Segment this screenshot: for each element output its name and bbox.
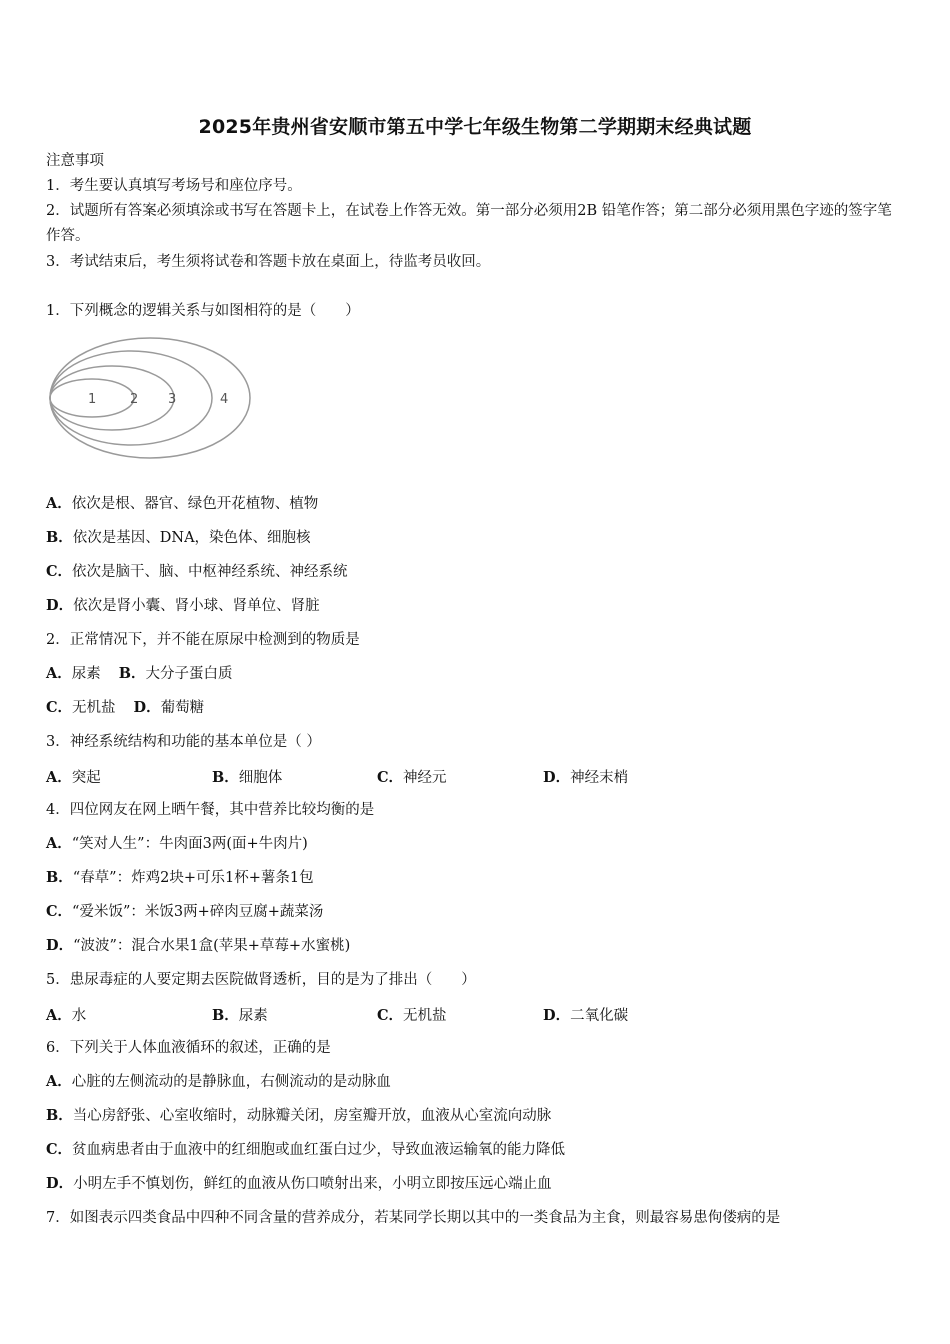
label-3: 3 [168,392,177,407]
option-text: 依次是肾小囊、肾小球、肾单位、肾脏 [73,598,320,614]
option-text: 无机盐 [403,1008,447,1024]
option-letter: D． [46,597,74,614]
q2-options-row-2 [46,698,204,718]
option-text: 神经元 [403,770,447,786]
option-text: 依次是根、器官、绿色开花植物、植物 [71,496,319,512]
q6-option-a [46,1072,391,1092]
option-text: 神经末梢 [570,770,629,786]
q5-option-b [212,1004,268,1025]
notice-heading: 注意事项 [46,153,104,169]
q1-option-d [46,596,320,616]
option-letter: C． [46,1141,73,1158]
option-letter: B． [46,1107,73,1124]
q3-option-c [377,766,447,787]
q7-stem: 7．如图表示四类食品中四种不同含量的营养成分，若某同学长期以其中的一类食品为主食，则最容易患佝偻病的是 [46,1210,781,1226]
q1-option-b [46,528,311,548]
option-text: “波波”：混合水果1盒(苹果+草莓+水蜜桃) [73,938,351,954]
label-4: 4 [220,392,229,407]
q1-option-a [46,494,318,514]
q6-option-b [46,1106,551,1126]
option-text: 贫血病患者由于血液中的红细胞或血红蛋白过少，导致血液运输氧的能力降低 [72,1142,566,1158]
q2-options-row-1 [46,664,233,684]
option-letter: A． [46,495,72,512]
option-text: 水 [71,1008,87,1024]
q4-option-c [46,902,323,922]
option-letter: C． [46,903,73,920]
q2-stem: 2．正常情况下，并不能在原尿中检测到的物质是 [46,632,360,648]
q4-stem: 4．四位网友在网上晒午餐，其中营养比较均衡的是 [46,802,375,818]
q1-stem: 1．下列概念的逻辑关系与如图相符的是（ ） [46,303,360,319]
q6-stem: 6．下列关于人体血液循环的叙述，正确的是 [46,1040,331,1056]
label-1: 1 [88,392,97,407]
option-text: 依次是基因、DNA，染色体、细胞核 [72,530,311,546]
q1-option-c [46,562,348,582]
q3-option-a [46,766,101,787]
option-text: 心脏的左侧流动的是静脉血，右侧流动的是动脉血 [71,1074,391,1090]
q4-option-a [46,834,308,854]
label-2: 2 [130,392,139,407]
q6-option-d [46,1174,552,1194]
option-letter: D． [133,699,161,716]
option-letter: A． [46,1073,72,1090]
q5-option-c [377,1004,447,1025]
option-letter: A． [46,1007,72,1024]
option-letter: B． [212,769,239,786]
option-letter: D． [543,1007,571,1024]
option-text: 尿素 [71,666,101,682]
option-text: 依次是脑干、脑、中枢神经系统、神经系统 [72,564,348,580]
option-letter: B． [118,665,146,682]
option-text: 大分子蛋白质 [145,666,233,682]
notice-item-3: 3．考试结束后，考生须将试卷和答题卡放在桌面上，待监考员收回。 [46,254,491,270]
notice-item-1: 1．考生要认真填写考场号和座位序号。 [46,178,302,194]
q5-option-a [46,1004,86,1025]
option-text: 尿素 [238,1008,268,1024]
option-letter: B． [212,1007,239,1024]
option-text: “春草”：炸鸡2块+可乐1杯+薯条1包 [72,870,314,886]
option-letter: A． [46,665,72,682]
option-letter: D． [46,1175,74,1192]
option-text: 葡萄糖 [160,700,205,716]
option-letter: D． [46,937,74,954]
option-letter: C． [377,1007,404,1024]
option-text: 细胞体 [238,770,283,786]
option-text: 当心房舒张、心室收缩时，动脉瓣关闭，房室瓣开放，血液从心室流向动脉 [72,1108,552,1124]
option-letter: C． [46,699,73,716]
option-text: 无机盐 [72,700,116,716]
nested-ellipses-figure [44,332,259,462]
q5-option-d [543,1004,628,1025]
option-text: 小明左手不慎划伤，鲜红的血液从伤口喷射出来，小明立即按压远心端止血 [73,1176,552,1192]
option-letter: B． [46,869,73,886]
option-letter: C． [46,563,73,580]
option-text: 二氧化碳 [570,1008,629,1024]
q4-option-d [46,936,350,956]
option-letter: A． [46,769,72,786]
q3-option-d [543,766,628,787]
notice-item-2: 2．试题所有答案必须填涂或书写在答题卡上，在试卷上作答无效。第一部分必须用2B 铅笔作答；第二部分必须用黑色字迹的签字笔作答。 [46,203,892,244]
ellipse-2 [50,366,177,430]
q6-option-c [46,1140,565,1160]
option-letter: B． [46,529,73,546]
option-letter: D． [543,769,571,786]
option-letter: A． [46,835,72,852]
q4-option-b [46,868,314,888]
page-title: 2025年贵州省安顺市第五中学七年级生物第二学期期末经典试题 [198,116,752,138]
q5-stem: 5．患尿毒症的人要定期去医院做肾透析，目的是为了排出（ ） [46,972,476,988]
option-text: “爱米饭”：米饭3两+碎肉豆腐+蔬菜汤 [72,904,324,920]
q3-option-b [212,766,282,787]
option-text: 突起 [71,770,101,786]
option-text: “笑对人生”：牛肉面3两(面+牛肉片) [71,836,308,852]
q3-stem: 3．神经系统结构和功能的基本单位是（ ） [46,734,321,750]
option-letter: C． [377,769,404,786]
